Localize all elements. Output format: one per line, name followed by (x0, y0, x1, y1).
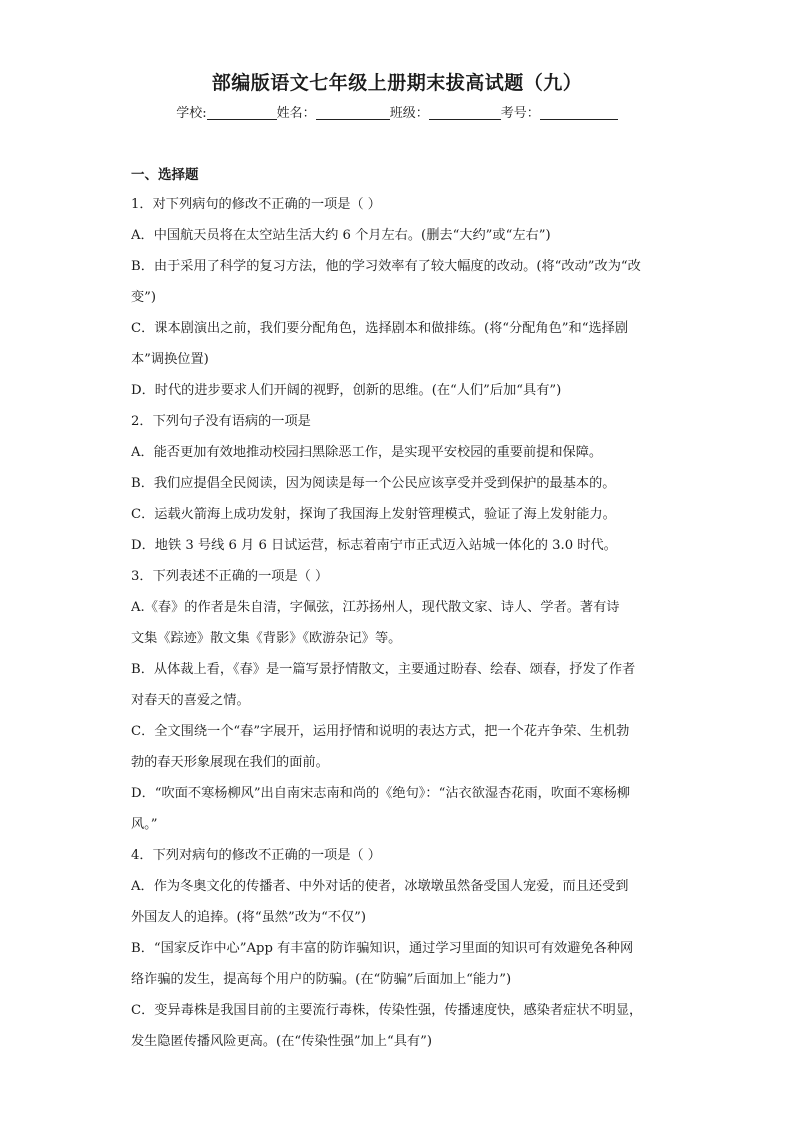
name-label: 姓名： (276, 106, 316, 121)
text-line: B．我们应提倡全民阅读，因为阅读是每一个公民应该享受并受到保护的最基本的。 (131, 476, 616, 491)
text-line: A．作为冬奥文化的传播者、中外对话的使者，冰墩墩虽然备受国人宠爱，而且还受到 (131, 879, 629, 894)
section-heading: 一、选择题 (131, 167, 199, 183)
school-blank (207, 105, 277, 120)
exam-number-label: 考号： (500, 106, 540, 121)
text-line: C．运载火箭海上成功发射，探询了我国海上发射管理模式，验证了海上发射能力。 (131, 507, 616, 522)
text-line: 文集《踪迹》散文集《背影》《欧游杂记》等。 (131, 631, 402, 646)
text-line: B．由于采用了科学的复习方法，他的学习效率有了较大幅度的改动。(将“改动”改为“改 (131, 259, 641, 274)
name-blank (316, 105, 390, 120)
text-line: 对春天的喜爱之情。 (131, 693, 250, 708)
text-line: B．从体裁上看，《春》是一篇写景抒情散文，主要通过盼春、绘春、颂春，抒发了作者 (131, 662, 636, 677)
text-line: 外国友人的追捧。(将“虽然”改为“不仅”) (131, 910, 367, 925)
class-label: 班级： (389, 106, 429, 121)
class-blank (429, 105, 501, 120)
text-line: A．中国航天员将在太空站生活大约 6 个月左右。(删去“大约”或“左右”) (131, 228, 551, 243)
text-line: 本”调换位置) (131, 352, 209, 367)
question-content (131, 162, 671, 1057)
text-line: 4．下列对病句的修改不正确的一项是（ ） (131, 848, 381, 863)
text-line: D．地铁 3 号线 6 月 6 日试运营，标志着南宁市正式迈入站城一体化的 3.0 时代。 (131, 538, 617, 553)
text-line: 风。” (131, 817, 158, 832)
text-line: A.《春》的作者是朱自清，字佩弦，江苏扬州人，现代散文家、诗人、学者。著有诗 (131, 600, 620, 615)
text-line: 络诈骗的发生，提高每个用户的防骗。(在“防骗”后面加上“能力”) (131, 972, 512, 987)
text-line: 2．下列句子没有语病的一项是 (131, 414, 311, 429)
text-line: B．“国家反诈中心”App 有丰富的防诈骗知识，通过学习里面的知识可有效避免各种网 (131, 941, 634, 956)
page-title: 部编版语文七年级上册期末拔高试题（九） (211, 72, 583, 94)
school-label: 学校: (176, 106, 207, 121)
text-line: 勃的春天形象展现在我们的面前。 (131, 755, 329, 770)
student-info-row (0, 102, 794, 121)
text-line: C．变异毒株是我国目前的主要流行毒株，传染性强，传播速度快，感染者症状不明显， (131, 1003, 643, 1018)
text-line: 变”) (131, 290, 157, 305)
text-line: 发生隐匿传播风险更高。(在“传染性强”加上“具有”) (131, 1034, 433, 1049)
exam-number-blank (540, 105, 618, 120)
text-line: C．全文围绕一个“春”字展开，运用抒情和说明的表达方式，把一个花卉争荣、生机勃 (131, 724, 630, 739)
text-line: D．“吹面不寒杨柳风”出自南宋志南和尚的《绝句》：“沾衣欲湿杏花雨，吹面不寒杨柳 (131, 786, 630, 801)
text-line: A．能否更加有效地推动校园扫黑除恶工作，是实现平安校园的重要前提和保障。 (131, 445, 603, 460)
text-line: 1．对下列病句的修改不正确的一项是（ ） (131, 197, 381, 212)
text-line: D．时代的进步要求人们开阔的视野，创新的思维。(在“人们”后加“具有”) (131, 383, 562, 398)
text-line: 3．下列表述不正确的一项是（ ） (131, 569, 329, 584)
text-line: C．课本剧演出之前，我们要分配角色，选择剧本和做排练。(将“分配角色”和“选择剧 (131, 321, 629, 336)
